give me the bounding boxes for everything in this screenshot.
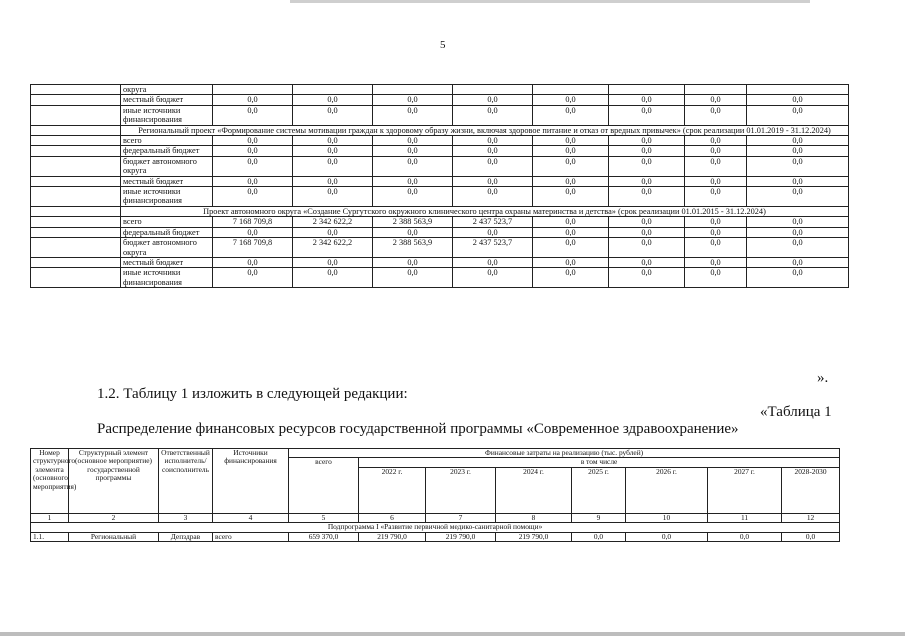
value-cell: 2 342 622,2	[293, 238, 373, 258]
value-cell: 0,0	[685, 217, 747, 227]
blank-cell	[31, 227, 121, 237]
value-cell: 0,0	[533, 268, 609, 288]
value-cell: 0,0	[747, 136, 849, 146]
value-cell: 0,0	[213, 105, 293, 125]
table-row	[31, 146, 849, 156]
value-cell: 0,0	[747, 95, 849, 105]
value-cell: 7 168 709,8	[213, 217, 293, 227]
amendment-heading: 1.2. Таблицу 1 изложить в следующей редакции:	[97, 386, 408, 402]
source-label: иные источники финансирования	[121, 187, 213, 207]
value-cell: 0,0	[453, 156, 533, 176]
value-cell: 0,0	[453, 187, 533, 207]
source-label: иные источники финансирования	[121, 105, 213, 125]
blank-cell	[31, 176, 121, 186]
source-label: округа	[121, 85, 213, 95]
subprogram-title: Подпрограмма I «Развитие первичной медико-санитарной помощи»	[31, 523, 840, 532]
value-cell: 0,0	[609, 146, 685, 156]
value-cell: 0,0	[293, 146, 373, 156]
header-sources: Источники финансирования	[213, 449, 289, 514]
table-row	[31, 95, 849, 105]
blank-cell	[31, 217, 121, 227]
value-cell: 0,0	[685, 95, 747, 105]
value-cell: 0,0	[293, 136, 373, 146]
value-cell: 0,0	[453, 146, 533, 156]
value-cell: 0,0	[453, 136, 533, 146]
value-cell: 0,0	[373, 136, 453, 146]
row-value: 219 790,0	[359, 532, 426, 541]
project-title: Региональный проект «Формирование системы мотивации граждан к здоровому образу жизни, включая здоровое питание и отказ от вредных привычек» (срок реализации 01.01.2019 - 31.12.2024)	[121, 125, 849, 135]
value-cell: 0,0	[609, 136, 685, 146]
value-cell: 0,0	[213, 268, 293, 288]
table-row	[31, 105, 849, 125]
year-header: 2022 г.	[359, 467, 426, 513]
blank-cell	[31, 187, 121, 207]
table-row	[31, 238, 849, 258]
blank-cell	[31, 146, 121, 156]
source-label: бюджет автономного округа	[121, 238, 213, 258]
value-cell: 0,0	[373, 257, 453, 267]
year-header: 2027 г.	[708, 467, 782, 513]
value-cell: 0,0	[747, 176, 849, 186]
table-row	[31, 257, 849, 267]
source-label: федеральный бюджет	[121, 146, 213, 156]
value-cell: 0,0	[685, 156, 747, 176]
value-cell: 0,0	[453, 257, 533, 267]
value-cell: 0,0	[685, 176, 747, 186]
value-cell: 0,0	[609, 95, 685, 105]
value-cell: 0,0	[609, 268, 685, 288]
value-cell: 0,0	[609, 227, 685, 237]
value-cell: 0,0	[747, 227, 849, 237]
row-number: 1.1.	[31, 532, 69, 541]
table-row	[31, 136, 849, 146]
value-cell: 0,0	[685, 146, 747, 156]
table-row	[31, 187, 849, 207]
row-value: 0,0	[708, 532, 782, 541]
value-cell: 0,0	[373, 146, 453, 156]
value-cell: 2 437 523,7	[453, 238, 533, 258]
value-cell: 0,0	[293, 257, 373, 267]
value-cell: 2 388 563,9	[373, 238, 453, 258]
value-cell: 0,0	[373, 227, 453, 237]
year-header: 2023 г.	[426, 467, 496, 513]
value-cell: 0,0	[533, 156, 609, 176]
header-row-1	[31, 449, 840, 458]
value-cell: 0,0	[685, 257, 747, 267]
source-label: бюджет автономного округа	[121, 156, 213, 176]
financing-table-continuation	[30, 84, 849, 288]
table-row	[31, 176, 849, 186]
resource-distribution-table	[30, 448, 840, 542]
project-header-row	[31, 206, 849, 216]
blank-cell	[31, 238, 121, 258]
value-cell: 0,0	[293, 156, 373, 176]
value-cell: 0,0	[373, 95, 453, 105]
value-cell: 0,0	[293, 95, 373, 105]
value-cell: 0,0	[373, 268, 453, 288]
row-source: всего	[213, 532, 289, 541]
table-row	[31, 156, 849, 176]
value-cell: 0,0	[609, 238, 685, 258]
blank-cell	[31, 156, 121, 176]
column-number: 11	[708, 513, 782, 522]
value-cell: 0,0	[213, 156, 293, 176]
row-value: 0,0	[782, 532, 840, 541]
blank-cell	[31, 257, 121, 267]
year-header: 2024 г.	[496, 467, 572, 513]
value-cell: 0,0	[685, 238, 747, 258]
header-including: в том числе	[359, 458, 840, 467]
blank-cell	[31, 136, 121, 146]
closing-quote: ».	[817, 370, 829, 386]
blank-cell	[31, 105, 121, 125]
header-financial-costs: Финансовые затраты на реализацию (тыс. рублей)	[289, 449, 840, 458]
year-header: 2028-2030	[782, 467, 840, 513]
value-cell: 2 388 563,9	[373, 217, 453, 227]
value-cell: 0,0	[747, 217, 849, 227]
project-header-row	[31, 125, 849, 135]
value-cell: 0,0	[609, 257, 685, 267]
header-element: Структурный элемент (основное мероприятие) государственной программы	[69, 449, 159, 514]
value-cell: 0,0	[213, 187, 293, 207]
value-cell: 0,0	[533, 146, 609, 156]
column-number: 2	[69, 513, 159, 522]
value-cell: 0,0	[453, 268, 533, 288]
value-cell: 0,0	[747, 187, 849, 207]
value-cell: 0,0	[747, 238, 849, 258]
value-cell: 0,0	[609, 187, 685, 207]
column-number: 3	[159, 513, 213, 522]
source-label: местный бюджет	[121, 176, 213, 186]
value-cell: 0,0	[293, 105, 373, 125]
value-cell: 0,0	[685, 187, 747, 207]
value-cell: 0,0	[685, 105, 747, 125]
value-cell: 0,0	[453, 176, 533, 186]
value-cell: 0,0	[293, 227, 373, 237]
value-cell	[293, 85, 373, 95]
value-cell: 0,0	[213, 176, 293, 186]
value-cell: 0,0	[533, 136, 609, 146]
blank-cell	[31, 95, 121, 105]
table-row	[31, 532, 840, 541]
blank-cell	[31, 125, 121, 135]
column-number: 12	[782, 513, 840, 522]
header-total: всего	[289, 458, 359, 513]
value-cell: 0,0	[533, 105, 609, 125]
value-cell: 0,0	[685, 227, 747, 237]
value-cell: 0,0	[609, 105, 685, 125]
value-cell: 0,0	[373, 176, 453, 186]
header-number: Номер структурного элемента (основного мероприятия)	[31, 449, 69, 514]
row-total: 659 370,0	[289, 532, 359, 541]
year-header: 2026 г.	[626, 467, 708, 513]
column-number: 4	[213, 513, 289, 522]
value-cell: 0,0	[747, 268, 849, 288]
table-row	[31, 217, 849, 227]
column-number: 10	[626, 513, 708, 522]
table-title: Распределение финансовых ресурсов государственной программы «Современное здравоохранение»	[97, 421, 739, 437]
value-cell: 0,0	[747, 257, 849, 267]
table-reference: «Таблица 1	[760, 404, 832, 420]
row-element: Региональный	[69, 532, 159, 541]
row-responsible: Депздрав	[159, 532, 213, 541]
value-cell: 0,0	[213, 257, 293, 267]
subprogram-row	[31, 523, 840, 532]
value-cell: 2 342 622,2	[293, 217, 373, 227]
source-label: местный бюджет	[121, 95, 213, 105]
value-cell: 0,0	[453, 95, 533, 105]
source-label: иные источники финансирования	[121, 268, 213, 288]
source-label: всего	[121, 217, 213, 227]
table-row	[31, 268, 849, 288]
blank-cell	[31, 85, 121, 95]
row-value: 0,0	[572, 532, 626, 541]
value-cell: 0,0	[609, 156, 685, 176]
blank-cell	[31, 206, 121, 216]
value-cell: 0,0	[685, 136, 747, 146]
page-number: 5	[440, 39, 446, 51]
table-row	[31, 85, 849, 95]
row-value: 0,0	[626, 532, 708, 541]
value-cell	[685, 85, 747, 95]
column-number: 1	[31, 513, 69, 522]
source-label: федеральный бюджет	[121, 227, 213, 237]
value-cell: 0,0	[533, 187, 609, 207]
value-cell: 0,0	[213, 227, 293, 237]
value-cell: 0,0	[213, 95, 293, 105]
value-cell: 0,0	[533, 238, 609, 258]
value-cell: 0,0	[747, 156, 849, 176]
value-cell: 0,0	[747, 146, 849, 156]
row-value: 219 790,0	[496, 532, 572, 541]
top-edge-line	[290, 0, 810, 3]
value-cell	[533, 85, 609, 95]
project-title: Проект автономного округа «Создание Сургутского окружного клинического центра охраны материнства и детства» (срок реализации 01.01.2015 - 31.12.2024)	[121, 206, 849, 216]
value-cell: 0,0	[533, 227, 609, 237]
year-header: 2025 г.	[572, 467, 626, 513]
value-cell: 0,0	[609, 217, 685, 227]
value-cell: 0,0	[453, 227, 533, 237]
value-cell	[747, 85, 849, 95]
source-label: всего	[121, 136, 213, 146]
value-cell: 0,0	[293, 176, 373, 186]
value-cell: 0,0	[373, 105, 453, 125]
value-cell: 0,0	[533, 217, 609, 227]
column-number: 7	[426, 513, 496, 522]
table-row	[31, 227, 849, 237]
value-cell: 0,0	[533, 176, 609, 186]
value-cell: 0,0	[453, 105, 533, 125]
column-number: 5	[289, 513, 359, 522]
value-cell: 0,0	[373, 187, 453, 207]
value-cell: 0,0	[213, 136, 293, 146]
value-cell: 0,0	[373, 156, 453, 176]
value-cell	[609, 85, 685, 95]
header-responsible: Ответственный исполнитель/соисполнитель	[159, 449, 213, 514]
value-cell: 0,0	[685, 268, 747, 288]
value-cell: 0,0	[747, 105, 849, 125]
value-cell: 0,0	[533, 95, 609, 105]
value-cell: 0,0	[213, 146, 293, 156]
column-number: 6	[359, 513, 426, 522]
column-number: 8	[496, 513, 572, 522]
row-value: 219 790,0	[426, 532, 496, 541]
value-cell	[213, 85, 293, 95]
value-cell: 0,0	[609, 176, 685, 186]
value-cell: 0,0	[293, 187, 373, 207]
blank-cell	[31, 268, 121, 288]
value-cell	[453, 85, 533, 95]
source-label: местный бюджет	[121, 257, 213, 267]
value-cell: 0,0	[533, 257, 609, 267]
bottom-edge-line	[0, 632, 905, 636]
value-cell: 0,0	[293, 268, 373, 288]
column-number: 9	[572, 513, 626, 522]
value-cell: 7 168 709,8	[213, 238, 293, 258]
value-cell: 2 437 523,7	[453, 217, 533, 227]
value-cell	[373, 85, 453, 95]
